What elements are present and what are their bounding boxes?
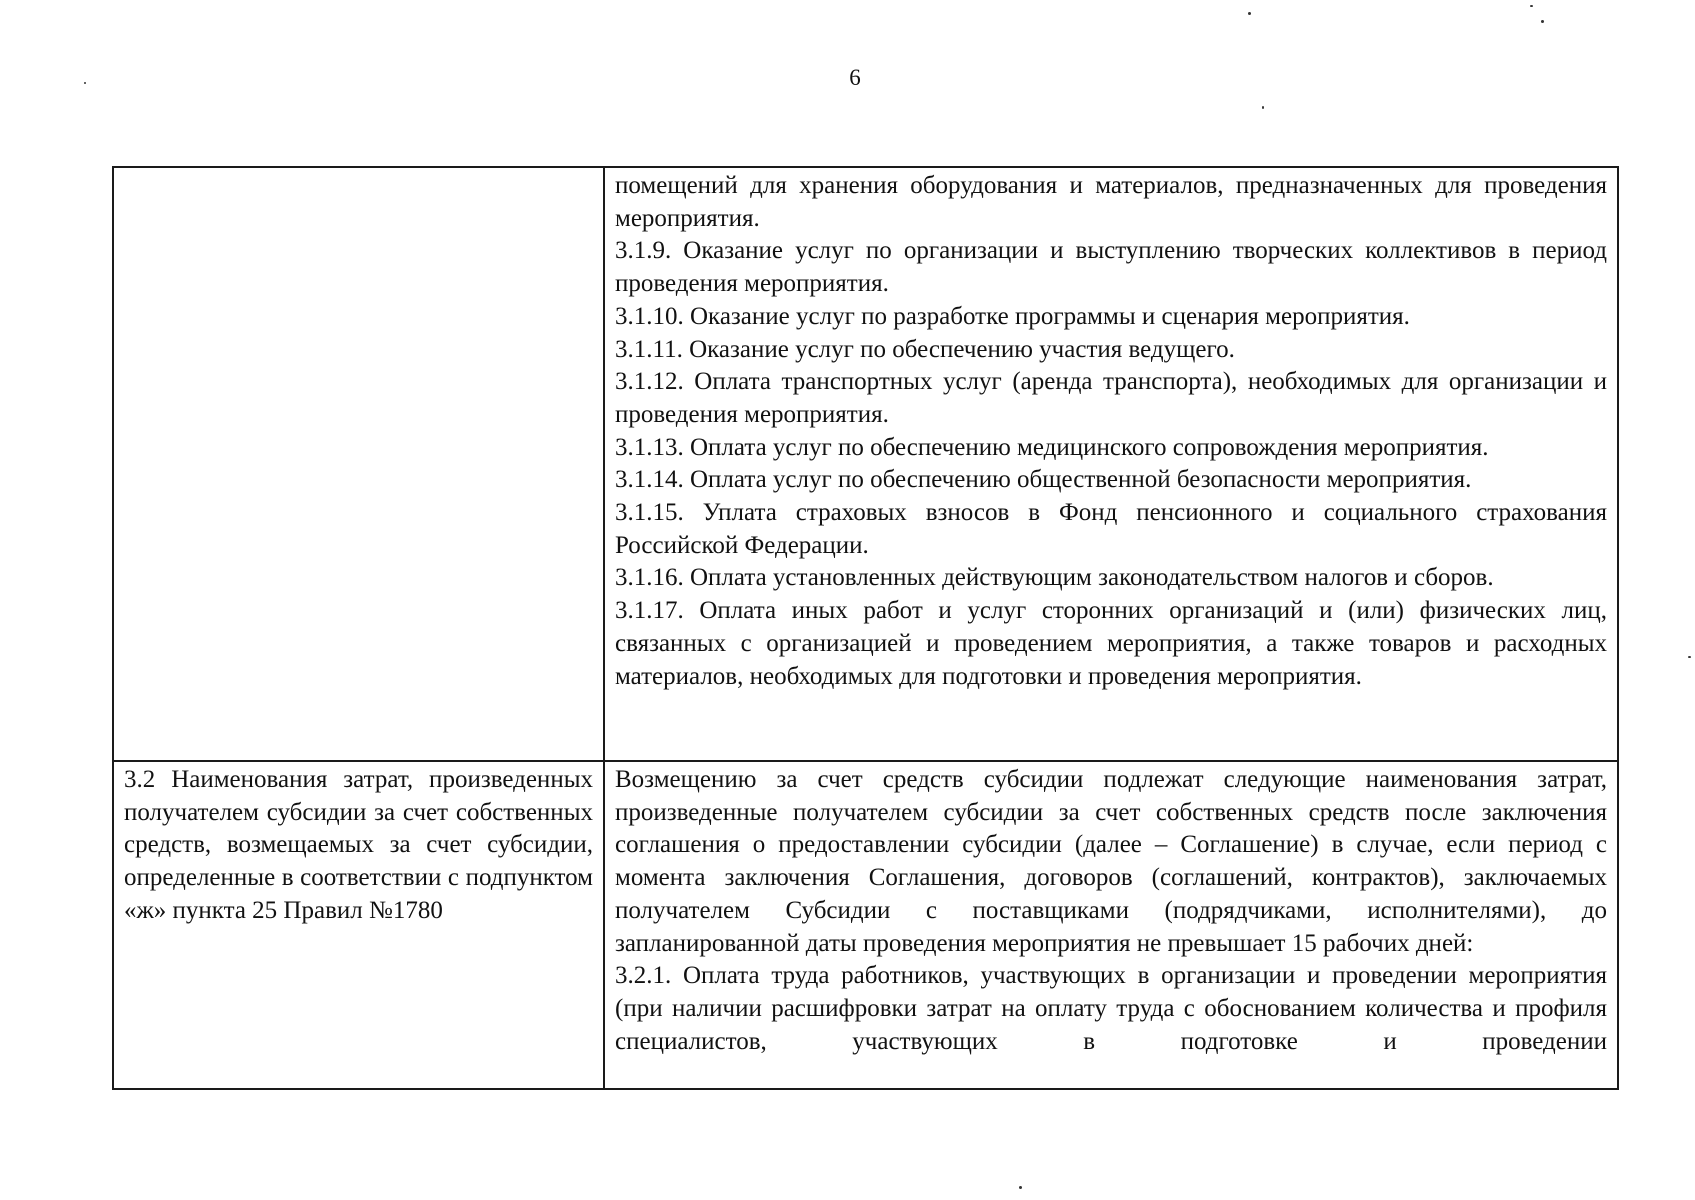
cell-text: 3.2 Наименования затрат, произведенных получателем субсидии за счет собственных средств, возмещаемых за счет субсидии, определенные в соответствии с подпунктом «ж» пункта 25 Правил №1780 bbox=[124, 766, 593, 924]
cell-paragraph: помещений для хранения оборудования и материалов, предназначенных для проведения мероприятия. bbox=[615, 172, 1607, 232]
table-row bbox=[113, 167, 1618, 761]
cell-paragraph: 3.1.17. Оплата иных работ и услуг сторонних организаций и (или) физических лиц, связанных с организацией и проведением мероприятия, а также товаров и расходных материалов, необходимых для подготовки и проведения мероприятия. bbox=[615, 597, 1607, 690]
cell-paragraph: 3.1.12. Оплата транспортных услуг (аренда транспорта), необходимых для организации и проведения мероприятия. bbox=[615, 368, 1607, 428]
cell-paragraph: 3.1.16. Оплата установленных действующим законодательством налогов и сборов. bbox=[615, 564, 1494, 592]
scan-speck bbox=[1530, 5, 1533, 7]
table-cell-right bbox=[604, 761, 1618, 1089]
cell-paragraph: 3.1.10. Оказание услуг по разработке программы и сценария мероприятия. bbox=[615, 302, 1410, 330]
expense-table bbox=[112, 166, 1619, 1090]
page-number: 6 bbox=[849, 65, 861, 90]
table-cell-left bbox=[113, 761, 604, 1089]
cell-paragraph: 3.1.15. Уплата страховых взносов в Фонд пенсионного и социального страхования Российской Федерации. bbox=[615, 499, 1607, 559]
scan-speck bbox=[1541, 20, 1544, 23]
scan-speck bbox=[1019, 1186, 1022, 1189]
cell-paragraph: 3.1.13. Оплата услуг по обеспечению медицинского сопровождения мероприятия. bbox=[615, 433, 1489, 461]
table-row bbox=[113, 761, 1618, 1089]
cell-paragraph: 3.1.11. Оказание услуг по обеспечению участия ведущего. bbox=[615, 335, 1235, 363]
table-cell-right bbox=[604, 167, 1618, 761]
scan-speck bbox=[84, 82, 86, 84]
scan-speck bbox=[1248, 12, 1251, 15]
cell-content bbox=[615, 764, 1607, 1058]
scan-speck bbox=[1688, 656, 1691, 658]
cell-paragraph: 3.2.1. Оплата труда работников, участвующих в организации и проведении мероприятия (при наличии расшифровки затрат на оплату труда с обоснованием количества и профиля специалистов, участвующих в подготовке и проведении bbox=[615, 962, 1607, 1055]
cell-paragraph: 3.1.9. Оказание услуг по организации и выступлению творческих коллективов в период проведения мероприятия. bbox=[615, 237, 1607, 298]
cell-paragraph: Возмещению за счет средств субсидии подлежат следующие наименования затрат, произведенные получателем субсидии за счет собственных средств после заключения соглашения о предоставлении субсидии (далее – Соглашение) в случае, если период с момента заключения Соглашения, договоров (соглашений, контрактов), заключаемых получателем Субсидии с поставщиками (подрядчиками, исполнителями), до запланированной даты проведения мероприятия не превышает 15 рабочих дней: bbox=[615, 766, 1607, 957]
table-cell-left bbox=[113, 167, 604, 761]
cell-paragraph: 3.1.14. Оплата услуг по обеспечению общественной безопасности мероприятия. bbox=[615, 466, 1472, 494]
scan-speck bbox=[1262, 106, 1264, 109]
